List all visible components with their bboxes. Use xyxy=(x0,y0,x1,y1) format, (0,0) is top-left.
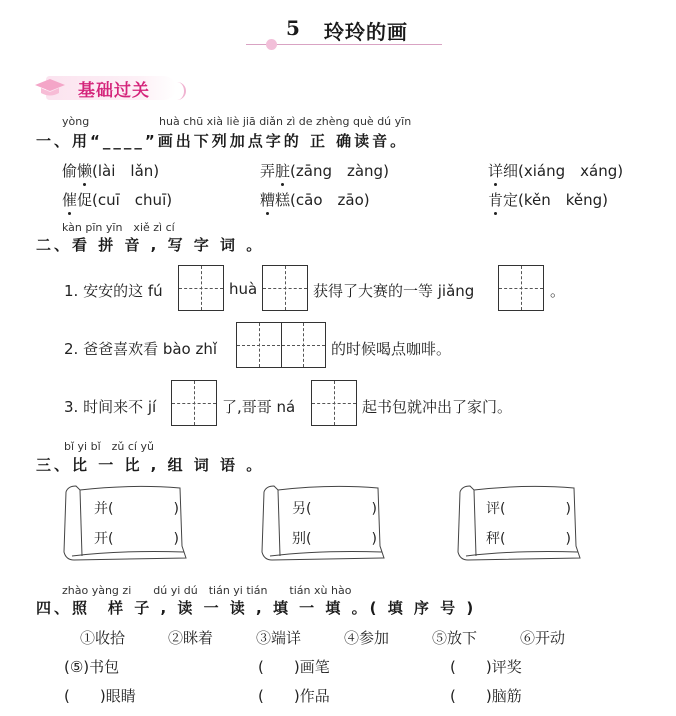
word-book-1 xyxy=(62,482,192,562)
write-box-fu[interactable] xyxy=(178,265,224,311)
lesson-number: 5 xyxy=(286,16,300,40)
word-char: 促 xyxy=(77,191,93,209)
q3-heading: 三、比 一 比 , 组 词 语 。 xyxy=(36,456,265,474)
open-book-icon xyxy=(456,482,586,562)
q2-s3-c: 起书包就冲出了家门。 xyxy=(362,398,513,416)
char-row-top: 评( ) xyxy=(486,501,571,517)
q2-s1-a: 1. 安安的这 fú xyxy=(64,282,163,300)
q2-s1-c: 获得了大赛的一等 jiǎng xyxy=(313,282,475,300)
option-1: ①收拾 xyxy=(80,629,126,647)
char-row-top: 另( ) xyxy=(292,501,377,517)
open-book-icon xyxy=(260,482,390,562)
write-box-ji[interactable] xyxy=(171,380,217,426)
q1-item-3 xyxy=(488,160,623,181)
char-row-bottom: 别( ) xyxy=(292,531,377,547)
pinyin-options[interactable]: (cuī chuī) xyxy=(92,191,173,209)
lesson-header xyxy=(246,14,442,48)
dotted-char: 催 xyxy=(62,191,78,209)
char-row-top: 并( ) xyxy=(94,501,179,517)
word-char: 偷 xyxy=(62,162,78,180)
q2-s2-b: 的时候喝点咖啡。 xyxy=(331,340,452,358)
q3-pinyin: bǐ yi bǐ zǔ cí yǔ xyxy=(64,440,154,453)
pinyin-options[interactable]: (lài lǎn) xyxy=(92,162,160,180)
word-book-2 xyxy=(260,482,390,562)
q1-item-2 xyxy=(260,160,389,181)
q2-s1-d: 。 xyxy=(550,282,566,300)
char-row-bottom: 秤( ) xyxy=(486,531,571,547)
fill-blank-yanjing[interactable]: ( )眼睛 xyxy=(64,687,136,705)
q4-heading: 四、照 样 子 , 读 一 读 , 填 一 填 。( 填 序 号 ) xyxy=(36,599,477,617)
word-char: 定 xyxy=(503,191,519,209)
write-box-baozhi[interactable] xyxy=(236,322,326,368)
pinyin-options[interactable]: (xiáng xáng) xyxy=(518,162,624,180)
banner-label: 基础过关 xyxy=(78,81,150,101)
q2-s3-b: 了,哥哥 ná xyxy=(222,398,296,416)
section-banner xyxy=(34,72,184,104)
option-4: ④参加 xyxy=(344,629,390,647)
option-2: ②眯着 xyxy=(168,629,214,647)
dotted-char: 详 xyxy=(488,162,504,180)
q1-heading: 一、用“____”画出下列加点字的 正 确读音。 xyxy=(36,132,409,150)
option-5: ⑤放下 xyxy=(432,629,478,647)
q2-heading: 二、看 拼 音 , 写 字 词 。 xyxy=(36,236,265,254)
word-char: 弄 xyxy=(260,162,276,180)
word-char: 细 xyxy=(503,162,519,180)
pinyin-options[interactable]: (kěn kěng) xyxy=(518,191,609,209)
q1-item-5 xyxy=(260,189,370,210)
q1-item-6 xyxy=(488,189,608,210)
q2-s3-a: 3. 时间来不 jí xyxy=(64,398,157,416)
char-row-bottom: 开( ) xyxy=(94,531,179,547)
fill-blank-pingjiang[interactable]: ( )评奖 xyxy=(450,658,522,676)
write-box-na[interactable] xyxy=(311,380,357,426)
fill-blank-huabi[interactable]: ( )画笔 xyxy=(258,658,330,676)
q1-item-1 xyxy=(62,160,159,181)
dotted-char: 肯 xyxy=(488,191,504,209)
option-6: ⑥开动 xyxy=(520,629,566,647)
q1-pinyin-rest: huà chū xià liè jiā diǎn zì de zhèng què dú yīn xyxy=(159,115,412,128)
q2-pinyin: kàn pīn yīn xiě zì cí xyxy=(62,221,175,234)
q4-pinyin: zhào yàng zi dú yi dú tián yi tián tián xù hào xyxy=(62,584,352,597)
word-char: 糕 xyxy=(275,191,291,209)
pinyin-options[interactable]: (cāo zāo) xyxy=(290,191,370,209)
pink-dot-decoration xyxy=(266,39,277,50)
banner-tail-decoration xyxy=(174,82,186,100)
pinyin-options[interactable]: (zāng zàng) xyxy=(290,162,389,180)
q2-s1-b: huà xyxy=(229,280,258,298)
open-book-icon xyxy=(62,482,192,562)
dotted-char: 懒 xyxy=(77,162,93,180)
q2-s2-a: 2. 爸爸喜欢看 bào zhǐ xyxy=(64,340,218,358)
write-box-hua[interactable] xyxy=(262,265,308,311)
fill-blank-shubao[interactable]: (⑤)书包 xyxy=(64,658,120,676)
write-box-jiang[interactable] xyxy=(498,265,544,311)
fill-blank-zuopin[interactable]: ( )作品 xyxy=(258,687,330,705)
fill-blank-naojin[interactable]: ( )脑筋 xyxy=(450,687,522,705)
q1-pinyin-yong: yòng xyxy=(62,115,90,128)
dotted-char: 脏 xyxy=(275,162,291,180)
dotted-char: 糟 xyxy=(260,191,276,209)
option-3: ③端详 xyxy=(256,629,302,647)
word-book-3 xyxy=(456,482,586,562)
graduation-cap-icon xyxy=(34,78,66,98)
lesson-title: 玲玲的画 xyxy=(324,20,408,44)
q1-item-4 xyxy=(62,189,172,210)
